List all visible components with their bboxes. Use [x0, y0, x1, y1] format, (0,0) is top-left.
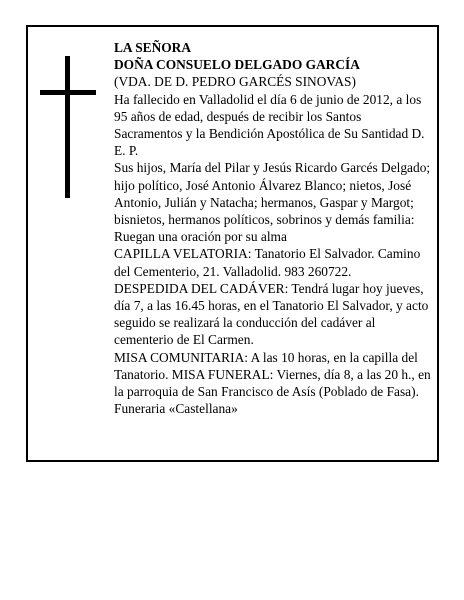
farewell-paragraph: DESPEDIDA DEL CADÁVER: Tendrá lugar hoy jueves, día 7, a las 16.45 horas, en el Tanatorio El Salvador, y acto seguido se realizará la conducción del cadáver al cementerio de El Carmen.: [114, 280, 429, 348]
widow-line: (VDA. DE D. PEDRO GARCÉS SINOVAS): [114, 74, 356, 90]
deceased-name: DOÑA CONSUELO DELGADO GARCÍA: [114, 57, 360, 73]
obituary-notice: [26, 25, 439, 462]
chapel-paragraph: CAPILLA VELATORIA: Tanatorio El Salvador. Camino del Cementerio, 21. Valladolid. 983 260722.: [114, 246, 421, 279]
prayer-line: Ruegan una oración por su alma: [114, 229, 287, 245]
funeral-home: Funeraria «Castellana»: [114, 401, 238, 417]
death-paragraph: Ha fallecido en Valladolid el día 6 de junio de 2012, a los 95 años de edad, después de recibir los Santos Sacramentos y la Bendición Apostólica de Su Santidad D. E. P.: [114, 91, 425, 159]
mass-paragraph: MISA COMUNITARIA: A las 10 horas, en la capilla del Tanatorio. MISA FUNERAL: Viernes, día 8, a las 20 h., en la parroquia de San Francisco de Asís (Poblado de Fasa).: [114, 349, 431, 400]
cross-icon: [40, 56, 96, 198]
notice-heading-title: LA SEÑORA: [114, 40, 192, 55]
notice-text: [114, 39, 432, 417]
family-paragraph: Sus hijos, María del Pilar y Jesús Ricardo Garcés Delgado; hijo político, José Antonio Álvarez Blanco; nietos, José Antonio, Julián y Natacha; hermanos, Gaspar y Margot; bisnietos, hermanos políticos, sobrinos y demás familia:: [114, 160, 431, 228]
